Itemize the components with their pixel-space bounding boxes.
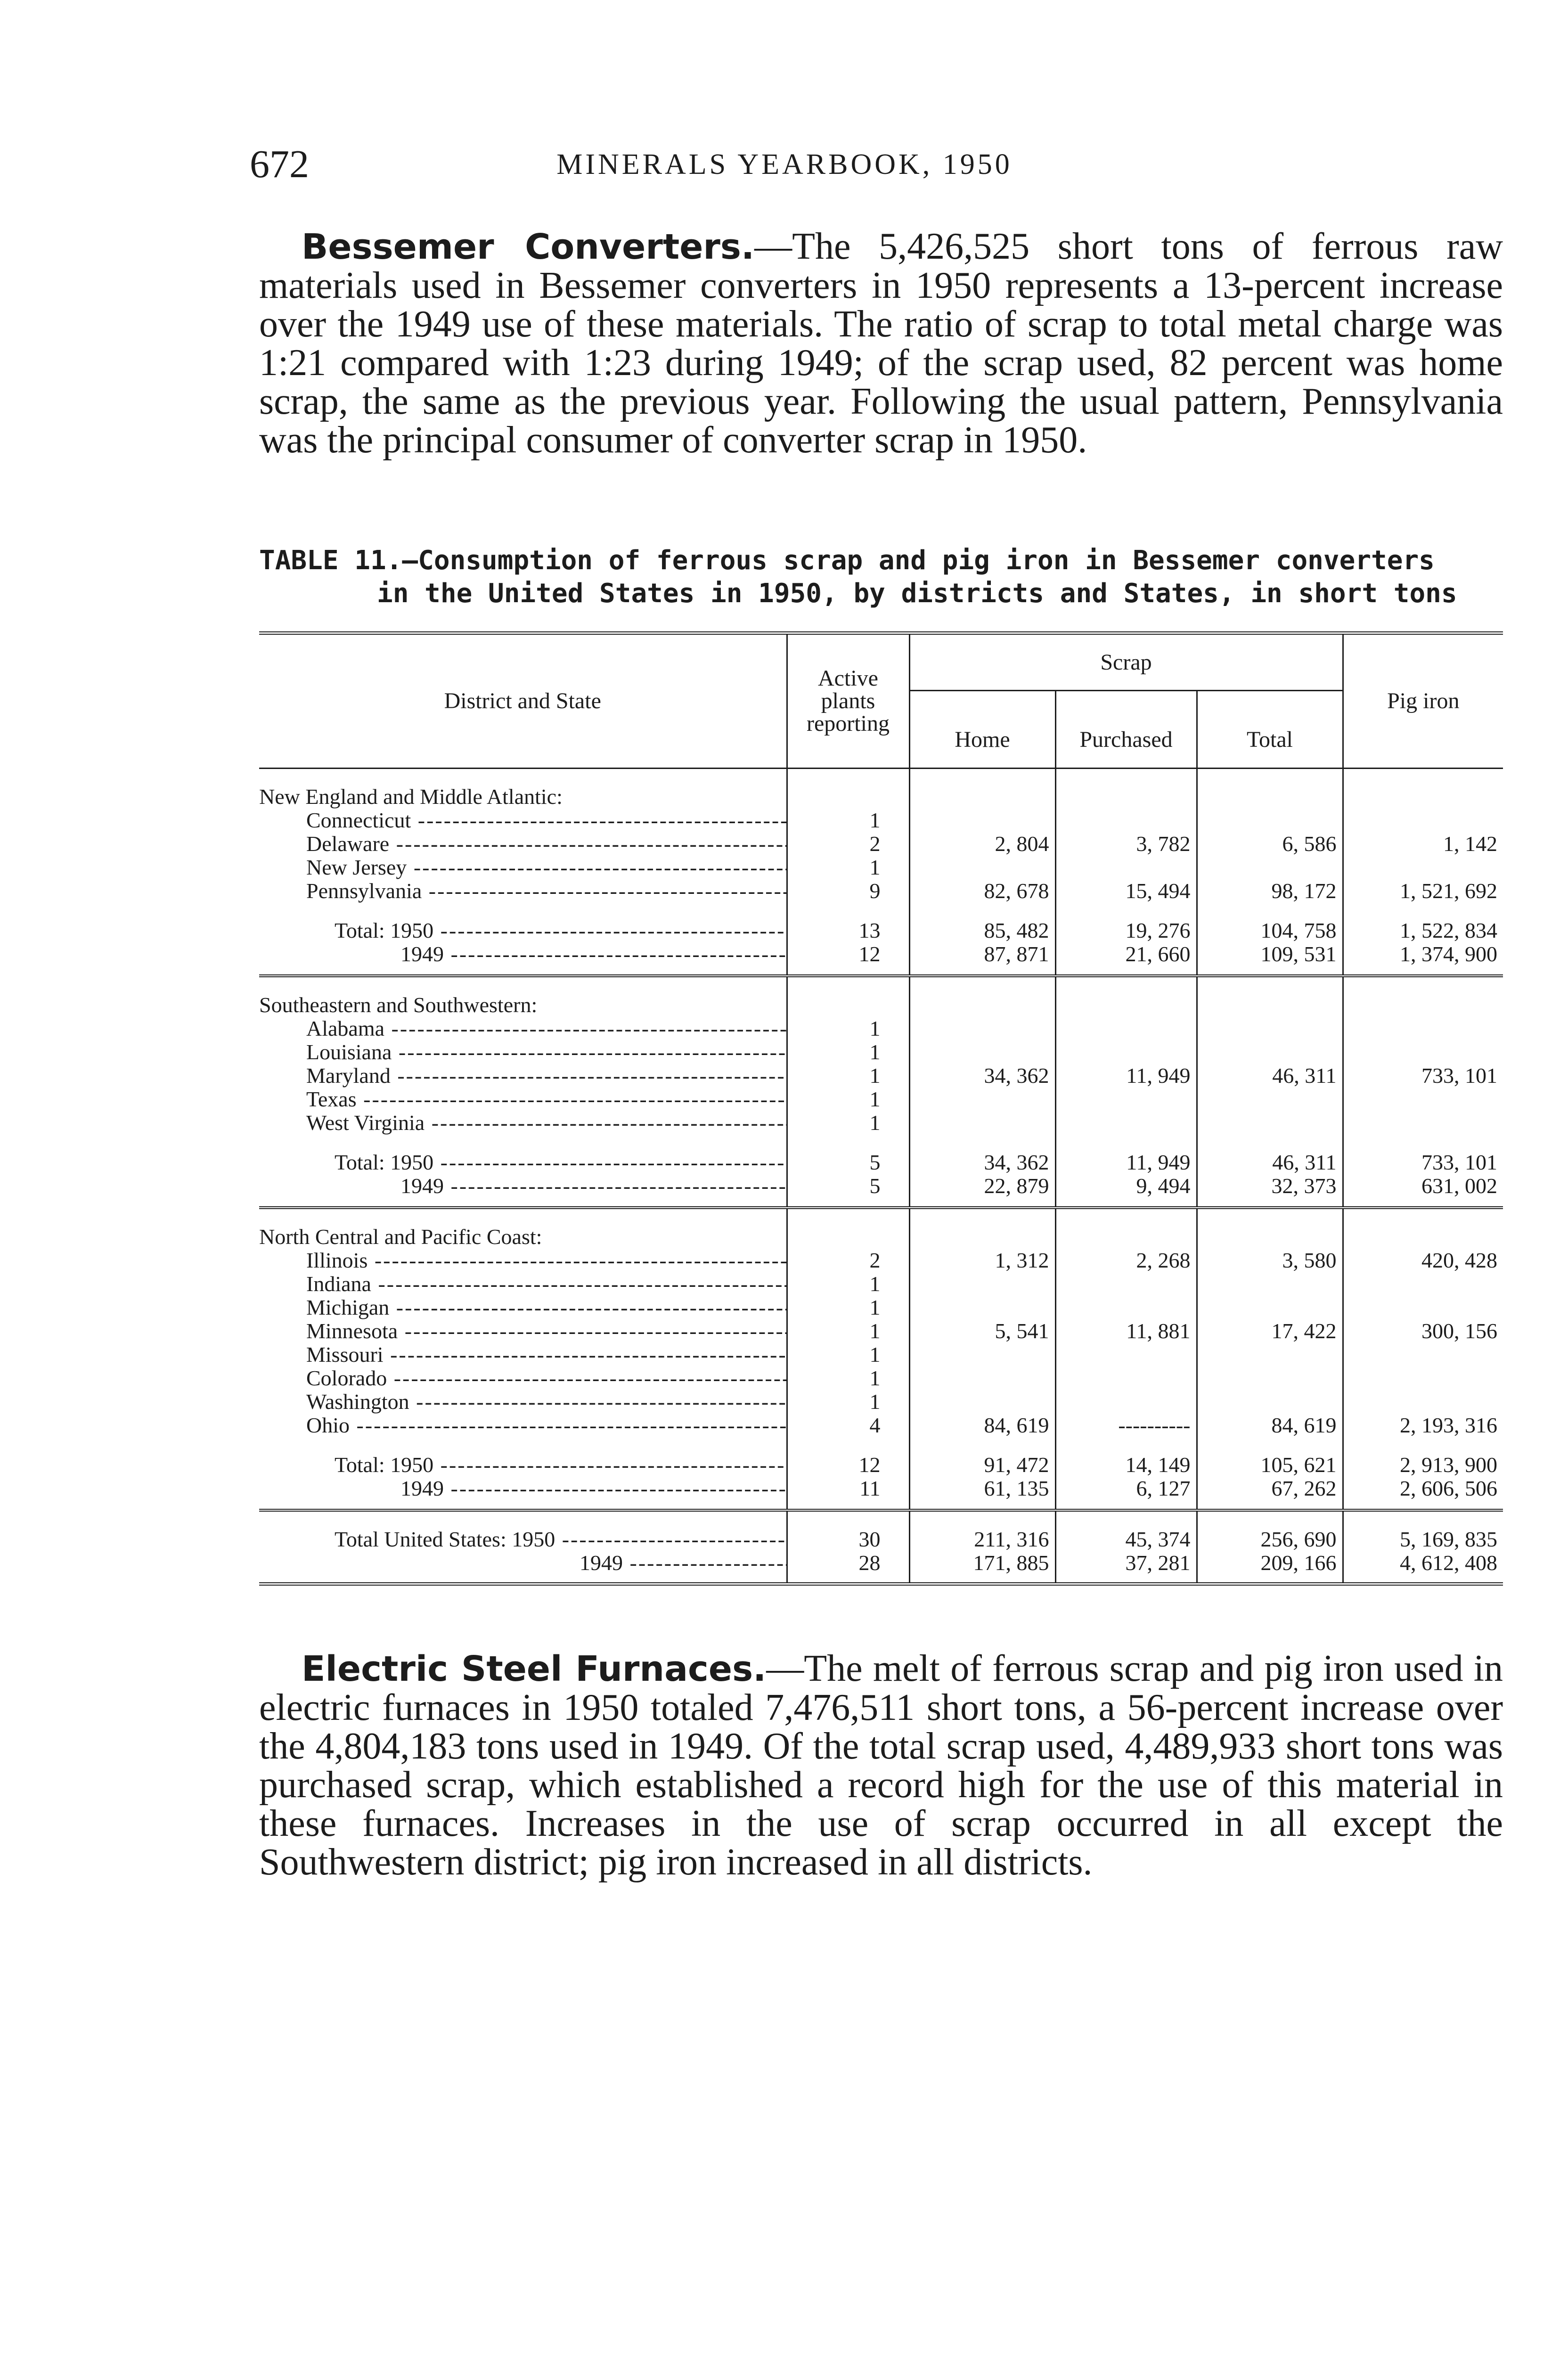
plants-cell: 9 (787, 879, 909, 903)
plants-cell: 13 (787, 903, 909, 942)
pig-iron-cell: 300, 156 (1343, 1319, 1503, 1343)
purchased-cell: 3, 782 (1055, 832, 1197, 856)
pig-iron-cell: 420, 428 (1343, 1249, 1503, 1272)
table-top-rule (259, 631, 1503, 635)
state-name: New Jersey ----- (259, 856, 787, 879)
state-name: Alabama ----- (259, 1017, 787, 1040)
table-row (259, 1272, 1503, 1296)
pig-iron-cell: 2, 913, 900 (1343, 1437, 1503, 1477)
plants-cell: 4 (787, 1414, 909, 1437)
paragraph-text: —The melt of ferrous scrap and pig iron used in electric furnaces in 1950 totaled 7,476,511 short tons, a 56-percent increase over the 4,804,183 tons used in 1949. Of the total scrap used, 4,489,933 short tons was purchased scrap, which established a record high for the use of this material in these furnaces. Increases in the use of scrap occurred in all except the Southwestern district; pig iron increased in all districts. (259, 1648, 1503, 1883)
purchased-cell: 45, 374 (1055, 1510, 1197, 1551)
plants-cell: 1 (787, 1272, 909, 1296)
pig-iron-cell: 1, 374, 900 (1343, 942, 1503, 966)
table-row (259, 1343, 1503, 1366)
home-cell: 2, 804 (909, 832, 1055, 856)
total-cell: 3, 580 (1197, 1249, 1343, 1272)
state-name: West Virginia ----- (259, 1111, 787, 1135)
paragraph-bessemer (259, 227, 1503, 459)
table-bottom-rule (259, 1575, 1503, 1584)
total-label: 1949 ----- (259, 942, 787, 966)
total-cell: 46, 311 (1197, 1135, 1343, 1174)
table-row (259, 1390, 1503, 1414)
pig-iron-cell: 4, 612, 408 (1343, 1551, 1503, 1575)
total-row (259, 942, 1503, 966)
home-cell: 211, 316 (909, 1510, 1055, 1551)
plants-cell: 1 (787, 1366, 909, 1390)
total-label: Total United States: 1950 ----- (259, 1528, 787, 1551)
plants-cell: 1 (787, 1040, 909, 1064)
plants-cell: 1 (787, 1296, 909, 1319)
total-label: 1949 ----- (259, 1477, 787, 1500)
total-cell: 84, 619 (1197, 1414, 1343, 1437)
group-row (259, 769, 1503, 809)
plants-cell: 28 (787, 1551, 909, 1575)
state-name: Indiana ----- (259, 1272, 787, 1296)
pig-iron-cell: 2, 606, 506 (1343, 1477, 1503, 1500)
consumption-table (259, 635, 1503, 1586)
state-name: Illinois ----- (259, 1249, 787, 1272)
total-cell: 105, 621 (1197, 1437, 1343, 1477)
table-row (259, 1249, 1503, 1272)
header-scrap: Scrap (909, 635, 1343, 691)
table-row (259, 856, 1503, 879)
group-row (259, 1208, 1503, 1249)
total-row (259, 903, 1503, 942)
purchased-cell: 21, 660 (1055, 942, 1197, 966)
plants-cell: 1 (787, 1064, 909, 1088)
paragraph-lead: Bessemer Converters. (302, 227, 755, 267)
home-cell: 34, 362 (909, 1135, 1055, 1174)
table-11 (259, 631, 1503, 1586)
plants-cell: 12 (787, 1437, 909, 1477)
pig-iron-cell: 1, 142 (1343, 832, 1503, 856)
header-district: District and State (259, 635, 787, 769)
state-name: Louisiana ----- (259, 1040, 787, 1064)
table-row (259, 1111, 1503, 1135)
table-row (259, 1064, 1503, 1088)
table-caption-line2: in the United States in 1950, by districts and States, in short tons (377, 578, 1457, 609)
paragraph-text: —The 5,426,525 short tons of ferrous raw materials used in Bessemer converters in 1950 represents a 13-percent increase over the 1949 use of these materials. The ratio of scrap to total metal charge was 1:21 compared with 1:23 during 1949; of the scrap used, 82 percent was home scrap, the same as the previous year. Following the usual pattern, Pennsylvania was the principal consumer of converter scrap in 1950. (259, 226, 1503, 461)
total-row (259, 1437, 1503, 1477)
state-name: Pennsylvania ----- (259, 879, 787, 903)
home-cell: 22, 879 (909, 1174, 1055, 1198)
table-caption-line1: TABLE 11.—Consumption of ferrous scrap and pig iron in Bessemer converters (259, 545, 1435, 576)
pig-iron-cell: 2, 193, 316 (1343, 1414, 1503, 1437)
state-name: Minnesota ----- (259, 1319, 787, 1343)
purchased-cell: 19, 276 (1055, 903, 1197, 942)
total-row (259, 1477, 1503, 1500)
pig-iron-cell: 733, 101 (1343, 1064, 1503, 1088)
state-name: Michigan ----- (259, 1296, 787, 1319)
state-name: Connecticut ----- (259, 809, 787, 832)
purchased-cell: 37, 281 (1055, 1551, 1197, 1575)
table-row (259, 1414, 1503, 1437)
purchased-cell: 2, 268 (1055, 1249, 1197, 1272)
header-purchased: Purchased (1055, 691, 1197, 769)
total-label: Total: 1950 ----- (259, 1453, 787, 1477)
plants-cell: 1 (787, 1017, 909, 1040)
total-row (259, 1135, 1503, 1174)
pig-iron-cell: 631, 002 (1343, 1174, 1503, 1198)
header-home: Home (909, 691, 1055, 769)
home-cell: 82, 678 (909, 879, 1055, 903)
pig-iron-cell: 5, 169, 835 (1343, 1510, 1503, 1551)
page-number: 672 (250, 142, 309, 186)
total-label: Total: 1950 ----- (259, 919, 787, 942)
table-row (259, 1296, 1503, 1319)
total-cell: 6, 586 (1197, 832, 1343, 856)
table-row (259, 832, 1503, 856)
us-total-row (259, 1551, 1503, 1575)
home-cell: 87, 871 (909, 942, 1055, 966)
total-label: Total: 1950 ----- (259, 1151, 787, 1174)
us-total-row (259, 1510, 1503, 1551)
purchased-cell: 11, 949 (1055, 1135, 1197, 1174)
state-name: Maryland ----- (259, 1064, 787, 1088)
state-name: Colorado ----- (259, 1366, 787, 1390)
table-row (259, 1319, 1503, 1343)
group-name: Southeastern and Southwestern: (259, 993, 538, 1017)
home-cell: 61, 135 (909, 1477, 1055, 1500)
plants-cell: 1 (787, 1319, 909, 1343)
total-cell: 32, 373 (1197, 1174, 1343, 1198)
home-cell: 34, 362 (909, 1064, 1055, 1088)
total-cell: 209, 166 (1197, 1551, 1343, 1575)
table-caption (259, 544, 1503, 610)
group-separator (259, 966, 1503, 976)
plants-cell: 2 (787, 832, 909, 856)
plants-cell: 30 (787, 1510, 909, 1551)
total-cell: 17, 422 (1197, 1319, 1343, 1343)
total-label: 1949 ----- (259, 1551, 787, 1575)
home-cell: 84, 619 (909, 1414, 1055, 1437)
plants-cell: 11 (787, 1477, 909, 1500)
paragraph-electric (259, 1649, 1503, 1882)
total-cell: 46, 311 (1197, 1064, 1343, 1088)
purchased-cell: ---------- (1055, 1414, 1197, 1437)
state-name: Delaware ----- (259, 832, 787, 856)
pig-iron-cell: 733, 101 (1343, 1135, 1503, 1174)
pig-iron-cell: 1, 521, 692 (1343, 879, 1503, 903)
table-row (259, 1017, 1503, 1040)
plants-cell: 1 (787, 856, 909, 879)
page-header (250, 141, 1319, 184)
table-row (259, 809, 1503, 832)
header-plants: Active plants reporting (787, 635, 909, 769)
total-cell: 104, 758 (1197, 903, 1343, 942)
total-cell: 67, 262 (1197, 1477, 1343, 1500)
plants-cell: 5 (787, 1174, 909, 1198)
running-title: MINERALS YEARBOOK, 1950 (556, 148, 1013, 180)
total-cell: 98, 172 (1197, 879, 1343, 903)
plants-cell: 1 (787, 809, 909, 832)
plants-cell: 1 (787, 1111, 909, 1135)
header-pig-iron: Pig iron (1343, 635, 1503, 769)
purchased-cell: 15, 494 (1055, 879, 1197, 903)
group-row (259, 976, 1503, 1017)
state-name: Missouri ----- (259, 1343, 787, 1366)
home-cell: 5, 541 (909, 1319, 1055, 1343)
total-row (259, 1174, 1503, 1198)
plants-cell: 12 (787, 942, 909, 966)
table-row (259, 1366, 1503, 1390)
home-cell: 85, 482 (909, 903, 1055, 942)
state-name: Texas ----- (259, 1088, 787, 1111)
state-name: Washington ----- (259, 1390, 787, 1414)
plants-cell: 5 (787, 1135, 909, 1174)
total-cell: 109, 531 (1197, 942, 1343, 966)
total-cell: 256, 690 (1197, 1510, 1343, 1551)
plants-cell: 1 (787, 1343, 909, 1366)
plants-cell: 2 (787, 1249, 909, 1272)
purchased-cell: 11, 949 (1055, 1064, 1197, 1088)
table-row (259, 1088, 1503, 1111)
total-label: 1949 ----- (259, 1174, 787, 1198)
paragraph-lead: Electric Steel Furnaces. (302, 1649, 767, 1689)
home-cell: 91, 472 (909, 1437, 1055, 1477)
group-separator (259, 1198, 1503, 1208)
purchased-cell: 11, 881 (1055, 1319, 1197, 1343)
plants-cell: 1 (787, 1088, 909, 1111)
pig-iron-cell: 1, 522, 834 (1343, 903, 1503, 942)
home-cell: 1, 312 (909, 1249, 1055, 1272)
table-row (259, 879, 1503, 903)
table-row (259, 1040, 1503, 1064)
group-separator (259, 1500, 1503, 1510)
header-total: Total (1197, 691, 1343, 769)
purchased-cell: 6, 127 (1055, 1477, 1197, 1500)
group-name: New England and Middle Atlantic: (259, 785, 563, 809)
purchased-cell: 14, 149 (1055, 1437, 1197, 1477)
home-cell: 171, 885 (909, 1551, 1055, 1575)
purchased-cell: 9, 494 (1055, 1174, 1197, 1198)
state-name: Ohio ----- (259, 1414, 787, 1437)
group-name: North Central and Pacific Coast: (259, 1225, 542, 1249)
plants-cell: 1 (787, 1390, 909, 1414)
